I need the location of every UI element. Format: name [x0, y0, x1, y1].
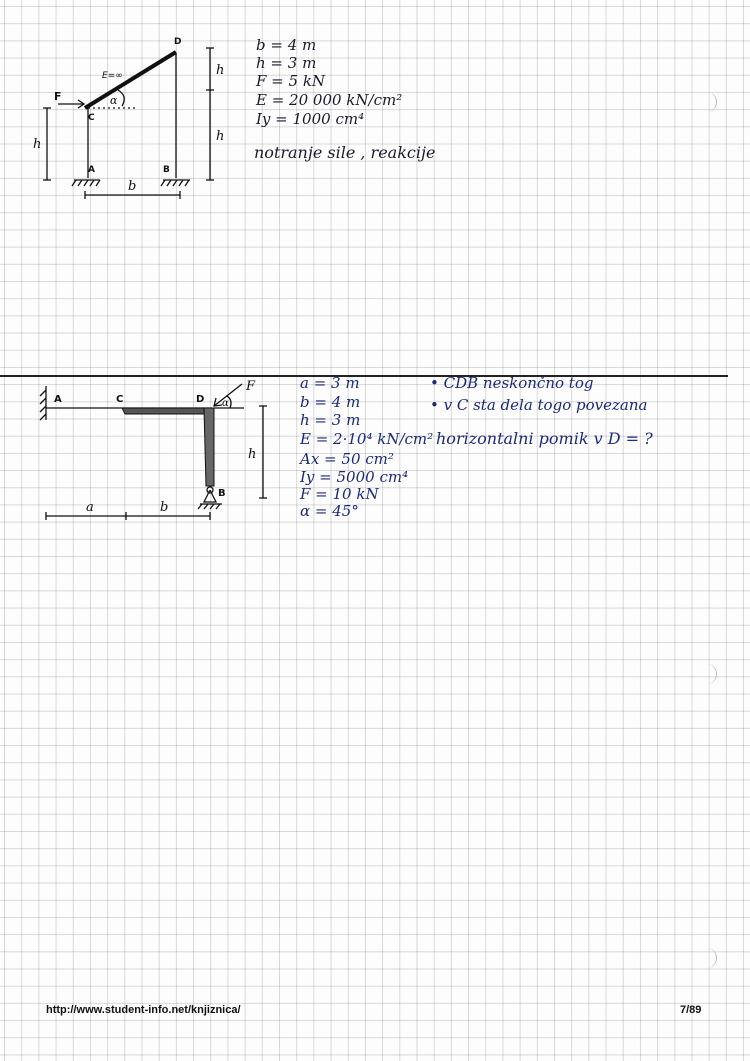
label-dim-h-top: h: [216, 63, 225, 78]
rigid-member-cd: [85, 52, 176, 108]
label-dim-h-left: h: [33, 137, 42, 152]
label-b: B: [218, 488, 226, 499]
problem2-note-connected: • v C sta dela togo povezana: [430, 396, 648, 414]
problem1-given-h: h = 3 m: [256, 54, 317, 72]
problem2-given-a: a = 3 m: [300, 374, 360, 392]
label-a: A: [88, 165, 95, 175]
label-alpha: α: [110, 94, 118, 107]
problem2-given-f: F = 10 kN: [300, 485, 379, 503]
problem2-frame-diagram: [30, 378, 275, 526]
problem1-given-iy: Iy = 1000 cm⁴: [256, 110, 365, 128]
label-dim-h: h: [248, 447, 257, 462]
label-dim-h-right: h: [216, 129, 225, 144]
label-b: B: [163, 165, 170, 175]
label-dim-b: b: [128, 179, 137, 194]
binder-hole: [702, 92, 717, 112]
problem1-given-b: b = 4 m: [256, 36, 317, 54]
label-f: F: [246, 379, 256, 394]
section-divider: [0, 375, 728, 377]
problem1-task: notranje sile , reakcije: [254, 143, 436, 162]
binder-hole: [702, 948, 717, 968]
problem2-given-alpha: α = 45°: [300, 502, 359, 520]
label-c: C: [88, 113, 95, 123]
label-d: D: [174, 37, 182, 47]
problem1-given-f: F = 5 kN: [256, 72, 326, 90]
problem1-given-e: E = 20 000 kN/cm²: [256, 91, 403, 109]
problem2-given-ax: Ax = 50 cm²: [300, 450, 394, 468]
label-a: A: [54, 394, 62, 405]
problem2-note-rigid: • CDB neskončno tog: [430, 374, 594, 392]
problem2-given-b: b = 4 m: [300, 393, 361, 411]
problem2-given-iy: Iy = 5000 cm⁴: [300, 468, 409, 486]
footer-page-number: 7/89: [680, 1004, 702, 1016]
label-f: F: [54, 90, 62, 103]
label-e-infinity: E=∞: [102, 71, 123, 81]
problem2-question: horizontalni pomik v D = ?: [436, 429, 653, 448]
binder-hole: [702, 664, 717, 684]
label-c: C: [116, 394, 124, 405]
label-d: D: [196, 394, 205, 405]
label-alpha: α: [222, 398, 229, 409]
label-dim-b: b: [160, 500, 169, 515]
problem2-given-h: h = 3 m: [300, 411, 361, 429]
footer-url: http://www.student-info.net/knjiznica/: [46, 1004, 241, 1016]
problem2-given-e: E = 2·10⁴ kN/cm²: [300, 430, 434, 448]
problem1-frame-diagram: [30, 30, 230, 205]
label-dim-a: a: [86, 500, 94, 515]
